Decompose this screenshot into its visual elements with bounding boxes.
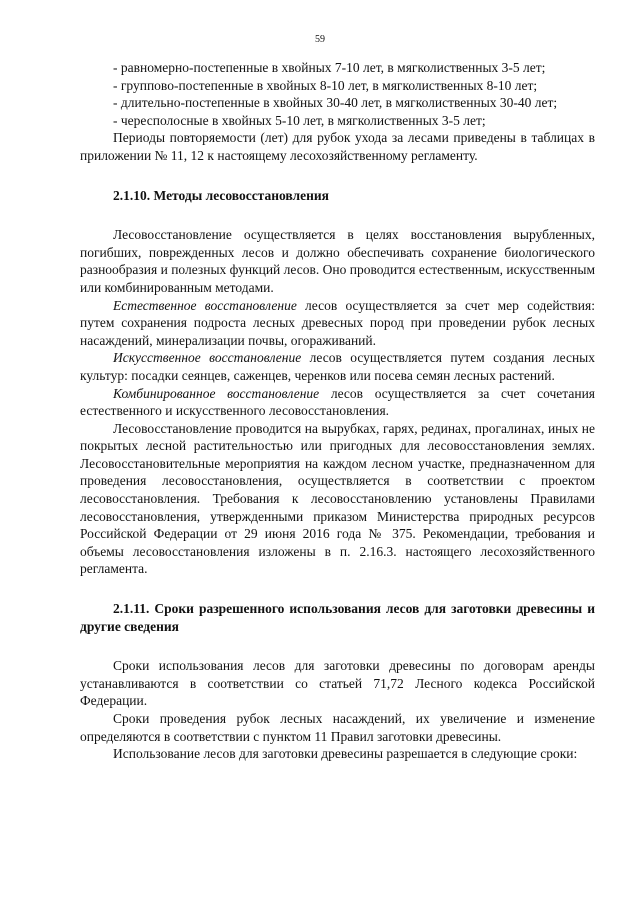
list-item: - чересполосные в хвойных 5-10 лет, в мягколиственных 3-5 лет; (113, 112, 486, 128)
paragraph-text: лесов осуществляется путем создания лесных культур: посадки сеянцев, саженцев, черенков или посева семян лесных растений. (80, 350, 595, 383)
term-natural: Естественное восстановление (113, 297, 297, 313)
paragraph (80, 349, 595, 384)
list-item: - длительно-постепенные в хвойных 30-40 лет, в мягколиственных 30-40 лет; (113, 95, 558, 111)
section-heading-methods: 2.1.10. Методы лесовосстановления (113, 187, 329, 203)
paragraph (80, 297, 595, 350)
paragraph: Сроки использования лесов для заготовки древесины по договорам аренды устанавливаются в соответствии со статьей 71,72 Лесного кодекса Российской Федерации. (80, 658, 595, 709)
term-artificial: Искусственное восстановление (113, 350, 302, 366)
section-heading-terms: 2.1.11. Сроки разрешенного использования лесов для заготовки древесины и другие сведения (80, 601, 595, 634)
list-item: - равномерно-постепенные в хвойных 7-10 лет, в мягколиственных 3-5 лет; (113, 60, 546, 75)
term-combined: Комбинированное восстановление (113, 385, 320, 401)
list-item: - группово-постепенные в хвойных 8-10 лет, в мягколиственных 8-10 лет; (113, 77, 538, 93)
page-content (80, 59, 595, 763)
page-number: 59 (315, 34, 325, 45)
paragraph: Лесовосстановление осуществляется в целях восстановления вырубленных, погибших, поврежденных лесов и должно обеспечивать сохранение биологического разнообразия и полезных функций лесов. Оно проводится естественным, искусственным или комбинированным методами. (80, 227, 595, 295)
paragraph: Использование лесов для заготовки древесины разрешается в следующие сроки: (113, 746, 578, 762)
paragraph: Сроки проведения рубок лесных насаждений, их увеличение и изменение определяются в соответствии с пунктом 11 Правил заготовки древесины. (80, 711, 595, 744)
paragraph: Лесовосстановление проводится на вырубках, гарях, рединах, прогалинах, иных не покрытых лесной растительностью или пригодных для лесовосстановления землях. Лесовосстановительные мероприятия на каждом лесном участке, предназначенном для проведения лесовосстановления, осуществляется в соответствии с проектом лесовосстановления. Требования к лесовосстановлению установлены Правилами лесовосстановления, утвержденными приказом Министерства природных ресурсов Российской Федерации от 29 июня 2016 года № 375. Рекомендации, требования и объемы лесовосстановления изложены в п. 2.16.3. настоящего лесохозяйственного регламента. (80, 420, 595, 577)
paragraph-text: лесов осуществляется за счет мер содействия: путем сохранения подроста лесных древесных пород при проведении рубок лесных насаждений, минерализации почвы, огораживаний. (80, 297, 595, 348)
paragraph-text: лесов осуществляется за счет сочетания естественного и искусственного лесовосстановления. (80, 385, 596, 419)
paragraph (80, 385, 595, 420)
periods-paragraph: Периоды повторяемости (лет) для рубок ухода за лесами приведены в таблицах в приложении № 11, 12 к настоящему лесохозяйственному регламенту. (80, 130, 595, 163)
